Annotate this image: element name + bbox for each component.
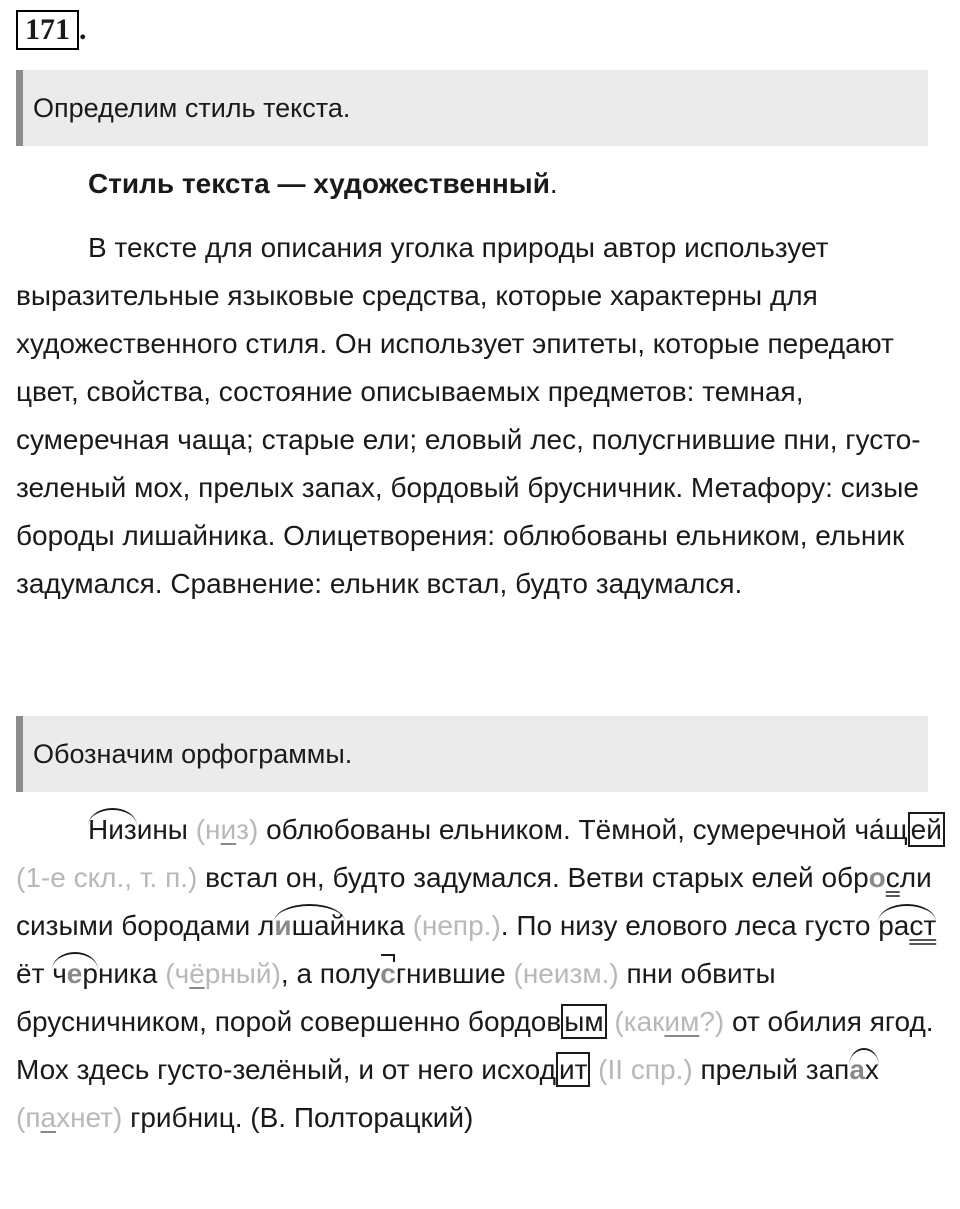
grammar-note: (непр.) [404,910,501,941]
check-part: (как [606,1006,665,1037]
check-part: ?) [699,1006,725,1037]
orthogram-letter: о [868,862,886,893]
check-question [607,1006,725,1037]
word-part: х [864,1054,879,1085]
task-number-box: 171 [16,10,79,50]
check-part: (ч [157,958,190,989]
task-number-dot: . [79,13,87,46]
check-part: (н [195,814,221,845]
root-arc-zap [849,1046,879,1094]
text-run: ника [345,910,405,941]
grammar-note: (1-е скл., т. п.) [16,862,198,893]
orthogram-letter: а [849,1054,865,1085]
check-word [196,814,259,845]
text-run: , а полу [280,958,381,989]
ending-box: ит [556,1052,590,1087]
check-part: хнет) [56,1102,123,1133]
word-part: Низ [88,814,137,845]
orthogram-letter: с [885,862,900,893]
style-statement [16,160,946,208]
root-arc-lishain [274,902,345,950]
orthogram-letter: е [66,958,83,989]
check-vowel: а [40,1102,57,1133]
root-arc-chern [52,950,98,998]
text-run: прелый зап [692,1054,850,1085]
word-part: р [82,958,98,989]
style-statement-bold: Стиль текста — художественный [88,168,550,199]
text-run: ника [97,958,158,989]
text-run: гнившие [395,958,506,989]
text-run: . По низу елового леса густо [500,910,879,941]
ending-box: ым [561,1004,606,1039]
check-vowel: им [664,1006,700,1037]
style-analysis-paragraph: В тексте для описания уголка природы автор использует выразительные языковые средства, которые характерны для художественного стиля. Он использует эпитеты, которые передают цвет, свойства, состояние описываемых предметов: темная, сумеречная чаща; старые ели; еловый лес, полусгнившие пни, густо-зеленый мох, прелых запах, бордовый брусничник. Метафору: сизые бороды лишайника. Олицетворения: облюбованы ельником, ельник задумался. Сравнение: ельник встал, будто задумался. [16,232,921,599]
text-run: пни обвиты брусничником, порой совершенно бордов [16,958,776,1037]
grammar-note: (II спр.) [590,1054,693,1085]
orthogram-letter: и [274,910,292,941]
style-statement-dot: . [549,168,558,199]
check-vowel: и [220,814,237,845]
prefix-mark: с [380,950,396,998]
check-word [16,1102,122,1133]
check-vowel: ё [189,958,205,989]
root-arc-rast [878,902,936,950]
word-part: шай [291,910,346,941]
check-word [157,958,280,989]
check-part: (п [16,1102,41,1133]
word-part: ёт [16,958,45,989]
text-run: ли сизыми бородами л [16,862,932,941]
text-run: грибниц. (В. Полторацкий) [122,1102,474,1133]
orthogram-letter: ст [909,910,937,941]
word-part: ра [878,910,910,941]
text-run: встал он, будто задумался. Ветви старых елей обр [197,862,869,893]
text-run [44,958,52,989]
task-number [16,10,87,50]
ending-box: ей [908,812,945,847]
text-run: от обилия ягод. Мох здесь густо-зелёный, и от него исход [16,1006,934,1085]
word-part: ины [136,814,196,845]
section-heading-orthograms: Обозначим орфограммы. [16,716,928,792]
text-run: облюбованы ельником. Тёмной, сумеречной ча́щ [258,814,908,845]
grammar-note: (неизм.) [505,958,619,989]
orthogram-paragraph [16,806,946,1142]
word-part: ч [52,958,67,989]
check-part: рный) [204,958,281,989]
section-heading-style: Определим стиль текста. [16,70,928,146]
root-arc-nizin [88,806,137,854]
check-part: з) [236,814,259,845]
